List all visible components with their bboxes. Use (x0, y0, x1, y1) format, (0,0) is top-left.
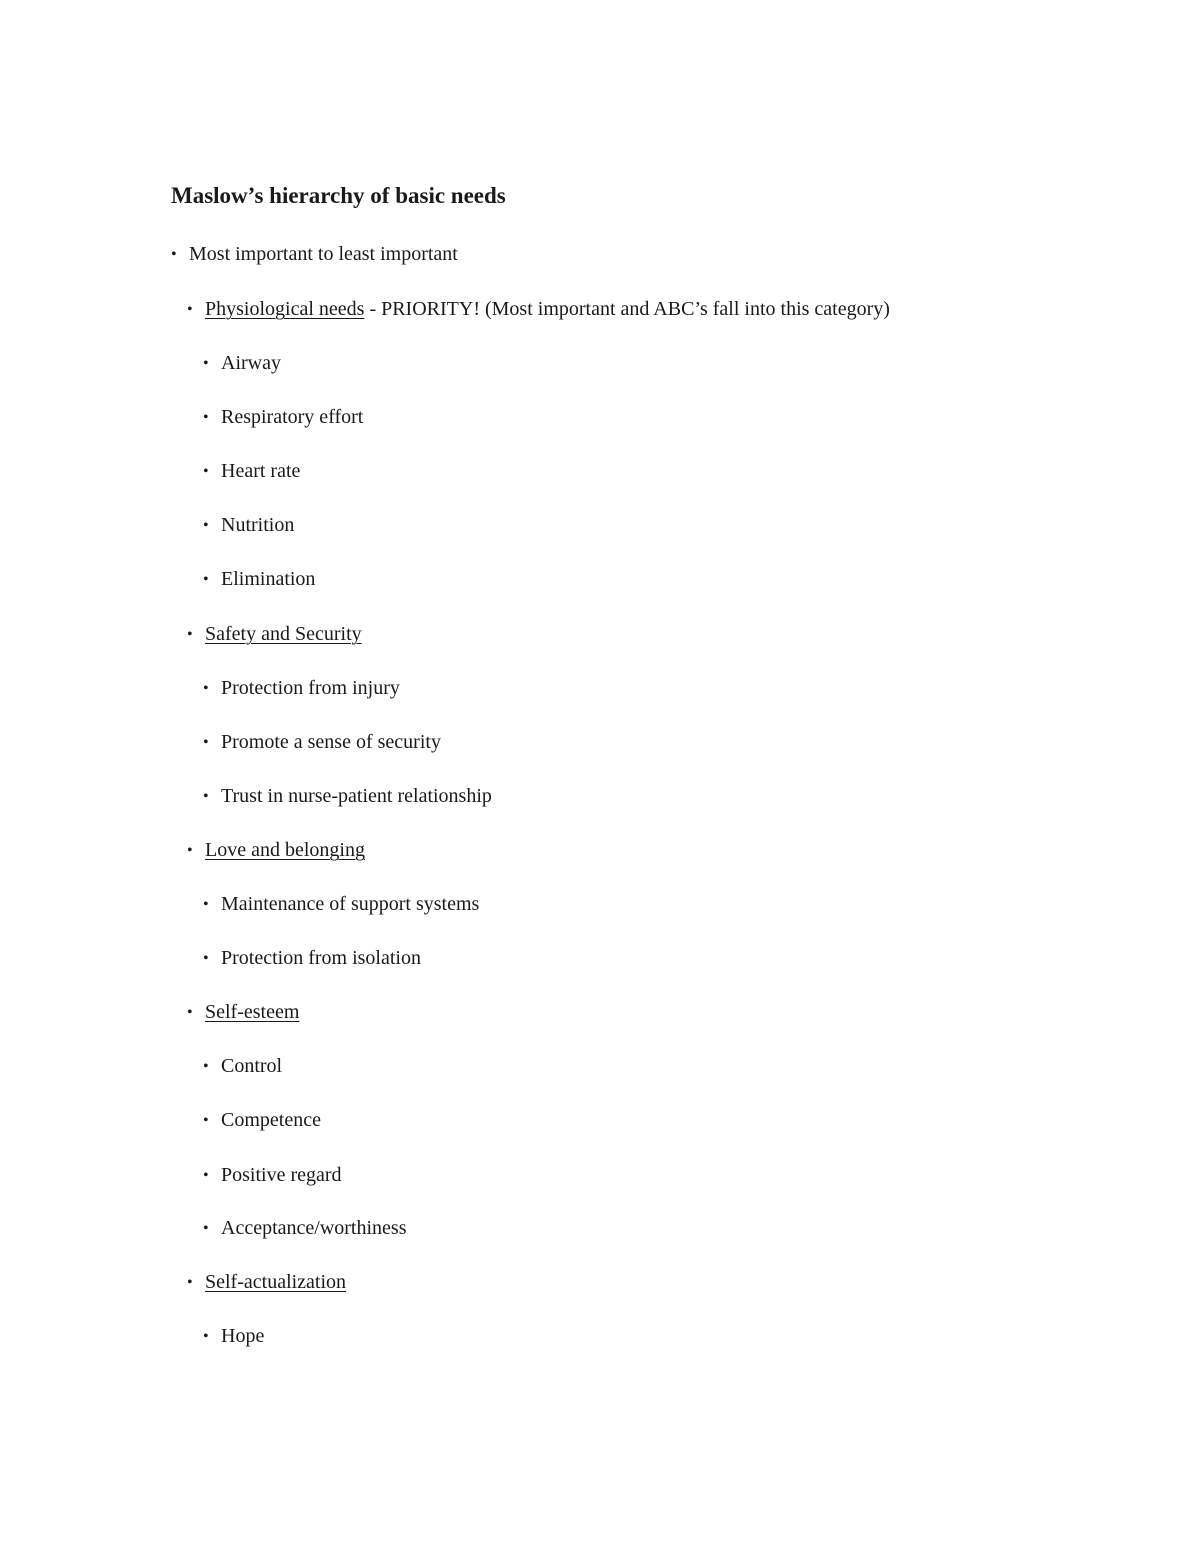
section-heading-text: Self-actualization (205, 1271, 347, 1293)
list-item (203, 350, 281, 377)
bullet: • (203, 463, 209, 480)
list-item-text: Heart rate (221, 460, 301, 482)
document-title: Maslow’s hierarchy of basic needs (171, 183, 506, 208)
section-heading-safety (187, 621, 362, 648)
list-item (203, 891, 479, 918)
bullet: • (203, 896, 209, 913)
list-item-text: Nutrition (221, 514, 295, 536)
list-item (203, 1323, 264, 1350)
list-item (203, 783, 492, 810)
list-item (203, 1107, 321, 1134)
bullet: • (171, 246, 177, 263)
list-item-text: Acceptance/worthiness (221, 1217, 407, 1239)
list-item-text: Protection from isolation (221, 947, 421, 969)
section-heading-actualization (187, 1269, 346, 1296)
list-item-text: Most important to least important (189, 243, 458, 265)
list-item-text: Maintenance of support systems (221, 893, 480, 915)
bullet: • (203, 1220, 209, 1237)
section-heading-text: Safety and Security (205, 623, 362, 645)
list-item-text: Protection from injury (221, 677, 400, 699)
list-item (203, 945, 421, 972)
list-item (203, 675, 400, 702)
list-item-text: Control (221, 1055, 283, 1077)
section-heading-text: Self-esteem (205, 1001, 300, 1023)
bullet: • (187, 1004, 193, 1021)
list-item-text: Positive regard (221, 1164, 342, 1186)
list-item (203, 1215, 406, 1242)
list-item (203, 1053, 282, 1080)
bullet: • (187, 842, 193, 859)
list-item-intro (171, 241, 458, 268)
bullet: • (187, 626, 193, 643)
section-heading-esteem (187, 999, 299, 1026)
bullet: • (187, 1274, 193, 1291)
list-item-text: Respiratory effort (221, 406, 364, 428)
bullet: • (203, 571, 209, 588)
list-item (203, 566, 315, 593)
bullet: • (203, 1112, 209, 1129)
list-item (203, 512, 294, 539)
list-item (203, 404, 363, 431)
section-note: - PRIORITY! (Most important and ABC’s fall into this category) (364, 298, 890, 320)
bullet: • (203, 1058, 209, 1075)
bullet: • (187, 301, 193, 318)
bullet: • (203, 1328, 209, 1345)
section-heading-love (187, 837, 365, 864)
list-item (203, 1162, 342, 1189)
bullet: • (203, 680, 209, 697)
bullet: • (203, 950, 209, 967)
bullet: • (203, 734, 209, 751)
bullet: • (203, 355, 209, 372)
list-item-text: Competence (221, 1109, 321, 1131)
list-item-text: Airway (221, 352, 281, 374)
list-item-text: Elimination (221, 568, 316, 590)
list-item-text: Hope (221, 1325, 265, 1347)
list-item (203, 729, 441, 756)
bullet: • (203, 517, 209, 534)
list-item-text: Trust in nurse-patient relationship (221, 785, 492, 807)
section-heading-physiological (187, 296, 890, 323)
section-heading-text: Love and belonging (205, 839, 365, 861)
bullet: • (203, 1167, 209, 1184)
list-item (203, 458, 300, 485)
list-item-text: Promote a sense of security (221, 731, 441, 753)
bullet: • (203, 409, 209, 426)
bullet: • (203, 788, 209, 805)
section-heading-text: Physiological needs (205, 298, 365, 320)
